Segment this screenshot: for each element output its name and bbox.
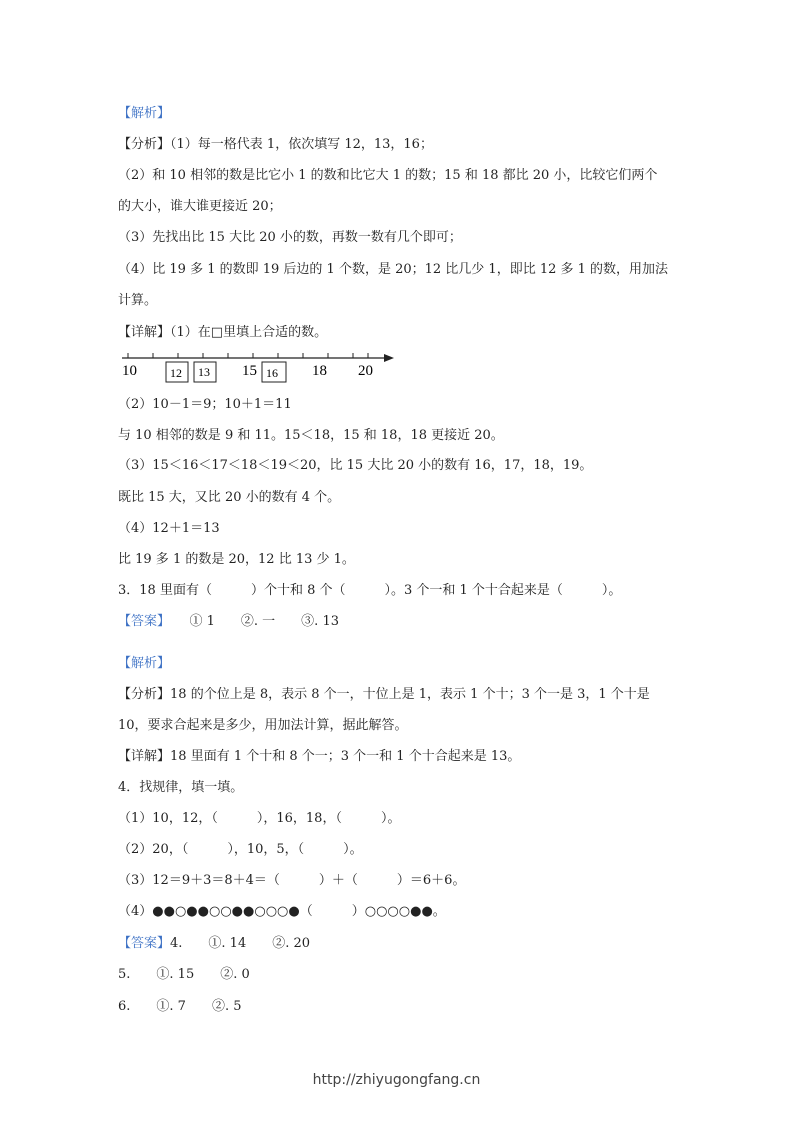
number-line xyxy=(118,348,398,388)
q2-analysis-line-4b: 计算。 xyxy=(118,293,158,308)
q2-detail-line-3a: （3）15＜16＜17＜18＜19＜20，比 15 大比 20 小的数有 16，17，18，19。 xyxy=(118,458,593,473)
label-15: 15 xyxy=(242,363,257,379)
q2-detail-line-2b: 与 10 相邻的数是 9 和 11。15＜18，15 和 18，18 更接近 20。 xyxy=(118,428,504,443)
q4-answer: 【答案】4. ①. 14 ②. 20 xyxy=(118,936,311,951)
box-12-text: 12 xyxy=(170,366,182,380)
q4-item-4: （4）●●○●●○○●●○○○●（ ）○○○○●●。 xyxy=(118,904,446,919)
q4-item-2: （2）20，（ ），10，5，（ ）。 xyxy=(118,842,363,857)
q3-analysis-line-b: 10，要求合起来是多少，用加法计算，据此解答。 xyxy=(118,718,408,733)
box-16-text: 16 xyxy=(266,366,278,380)
footer-url[interactable]: http://zhiyugongfang.cn xyxy=(312,1072,481,1088)
q4-item-3: （3）12＝9＋3＝8＋4＝（ ）＋（ ）＝6＋6。 xyxy=(118,873,466,888)
q2-detail-line-4a: （4）12＋1＝13 xyxy=(118,521,220,536)
label-20: 20 xyxy=(358,363,373,379)
q2-detail-line-1: 【详解】（1）在□里填上合适的数。 xyxy=(118,325,328,340)
box-13-text: 13 xyxy=(198,365,210,379)
q2-detail-line-4b: 比 19 多 1 的数是 20，12 比 13 少 1。 xyxy=(118,552,355,567)
answer-5: 5. ①. 15 ②. 0 xyxy=(118,967,250,982)
q2-analysis-line-2b: 的大小，谁大谁更接近 20； xyxy=(118,199,282,214)
q2-detail-line-3b: 既比 15 大，又比 20 小的数有 4 个。 xyxy=(118,490,341,505)
label-10: 10 xyxy=(122,363,137,379)
q3-analysis-line-a: 【分析】18 的个位上是 8，表示 8 个一，十位上是 1，表示 1 个十；3 个一是 3，1 个十是 xyxy=(118,687,650,702)
q2-analysis-line-2a: （2）和 10 相邻的数是比它小 1 的数和比它大 1 的数；15 和 18 都比 20 小，比较它们两个 xyxy=(118,168,658,183)
answer-6: 6. ①. 7 ②. 5 xyxy=(118,999,242,1014)
q4-item-1: （1）10，12，（ ），16，18，（ ）。 xyxy=(118,811,401,826)
q3-question: 3．18 里面有（ ）个十和 8 个（ ）。3 个一和 1 个十合起来是（ ）。 xyxy=(118,583,622,598)
q3-detail: 【详解】18 里面有 1 个十和 8 个一；3 个一和 1 个十合起来是 13。 xyxy=(118,749,521,764)
label-18: 18 xyxy=(312,363,327,379)
q2-analysis-line-3: （3）先找出比 15 大比 20 小的数，再数一数有几个即可； xyxy=(118,230,462,245)
q2-jiexi-heading: 【解析】 xyxy=(118,106,171,121)
q2-analysis-line-4a: （4）比 19 多 1 的数即 19 后边的 1 个数，是 20；12 比几少 1，即比 12 多 1 的数，用加法 xyxy=(118,262,669,277)
q3-answer: 【答案】 ① 1 ②. 一 ③. 13 xyxy=(118,614,339,629)
q3-jiexi-heading: 【解析】 xyxy=(118,656,171,671)
q2-detail-line-2a: （2）10－1＝9；10＋1＝11 xyxy=(118,397,292,412)
number-line-arrow xyxy=(384,354,394,362)
q4-question: 4．找规律，填一填。 xyxy=(118,780,244,795)
q2-analysis-line-1: 【分析】（1）每一格代表 1，依次填写 12，13，16； xyxy=(118,137,433,152)
